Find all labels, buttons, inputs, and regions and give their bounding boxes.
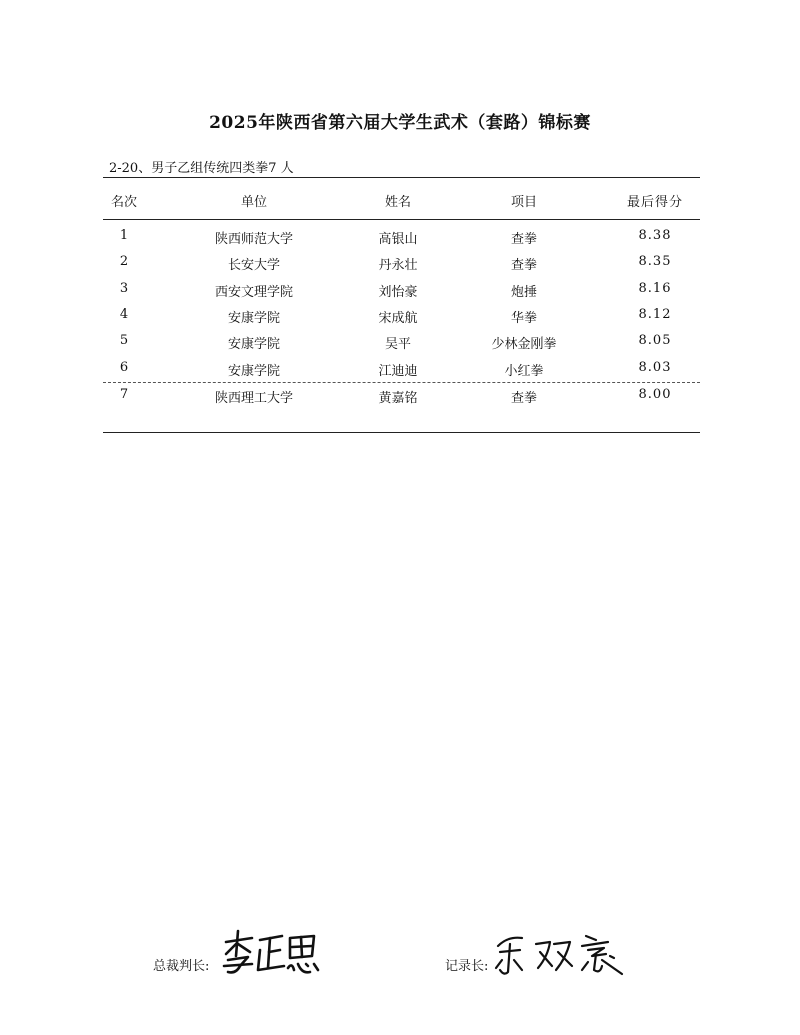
page-title: 2025年陕西省第六届大学生武术（套路）锦标赛 — [209, 113, 591, 133]
table-top-rule — [103, 177, 700, 178]
cell-name: 吴平 — [384, 337, 412, 352]
cell-unit: 西安文理学院 — [214, 285, 294, 300]
qualification-cutoff-rule — [103, 382, 700, 383]
cell-rank: 5 — [119, 333, 129, 348]
recorder-label: 记录长: — [445, 959, 489, 974]
cell-unit: 安康学院 — [227, 337, 281, 352]
cell-score: 8.12 — [638, 307, 672, 322]
cell-rank: 2 — [119, 254, 129, 269]
cell-score: 8.03 — [638, 360, 672, 375]
cell-unit: 安康学院 — [227, 311, 281, 326]
header-rank: 名次 — [110, 195, 138, 210]
cell-rank: 4 — [119, 307, 129, 322]
cell-unit: 陕西理工大学 — [214, 391, 294, 406]
cell-name: 江迪迪 — [378, 364, 418, 379]
header-name: 姓名 — [384, 195, 412, 210]
cell-unit: 长安大学 — [227, 258, 281, 273]
event-subtitle: 2-20、男子乙组传统四类拳7 人 — [109, 161, 294, 176]
cell-event: 小红拳 — [504, 364, 544, 379]
table-header-rule — [103, 219, 700, 220]
header-event: 项目 — [510, 195, 538, 210]
recorder-signature — [492, 930, 626, 980]
cell-name: 宋成航 — [378, 311, 418, 326]
cell-unit: 安康学院 — [227, 364, 281, 379]
cell-rank: 3 — [119, 281, 129, 296]
cell-name: 丹永壮 — [378, 258, 418, 273]
cell-event: 查拳 — [510, 258, 538, 273]
cell-score: 8.38 — [638, 228, 672, 243]
table-bottom-rule — [103, 432, 700, 433]
cell-name: 黄嘉铭 — [378, 391, 418, 406]
cell-score: 8.00 — [638, 387, 672, 402]
cell-event: 少林金刚拳 — [491, 337, 557, 352]
cell-event: 查拳 — [510, 391, 538, 406]
cell-score: 8.05 — [638, 333, 672, 348]
cell-event: 炮捶 — [510, 285, 538, 300]
cell-score: 8.16 — [638, 281, 672, 296]
cell-name: 刘怡豪 — [378, 285, 418, 300]
cell-rank: 6 — [119, 360, 129, 375]
chief-referee-signature — [222, 928, 322, 980]
cell-unit: 陕西师范大学 — [214, 232, 294, 247]
cell-score: 8.35 — [638, 254, 672, 269]
cell-name: 高银山 — [378, 232, 418, 247]
chief-referee-label: 总裁判长: — [153, 959, 210, 974]
cell-event: 查拳 — [510, 232, 538, 247]
cell-rank: 1 — [119, 228, 129, 243]
header-final-score: 最后得分 — [626, 195, 684, 210]
cell-event: 华拳 — [510, 311, 538, 326]
cell-rank: 7 — [119, 387, 129, 402]
header-unit: 单位 — [240, 195, 268, 210]
